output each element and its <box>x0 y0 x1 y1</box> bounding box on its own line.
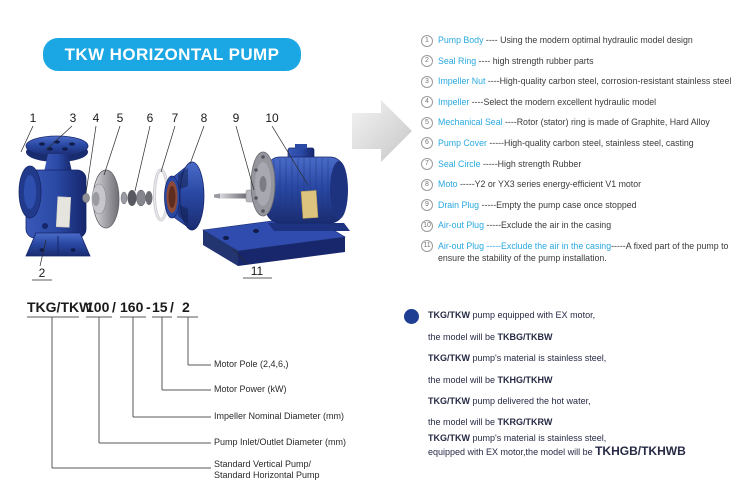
part-description: ----High-quality carbon steel, corrosion-resistant stainless steel <box>485 76 732 87</box>
model-code-separator: / <box>170 299 174 315</box>
part-description: -----Empty the pump case once stopped <box>479 199 637 210</box>
note-line: TKG/TKW pump delivered the hot water, <box>428 396 591 406</box>
part-number-3: 3 <box>69 111 77 125</box>
part-description: -----Exclude the air in the casing <box>483 220 612 231</box>
part-description: -----High-quality carbon steel, stainless steel, casting <box>486 137 694 148</box>
part-number-9: 9 <box>232 111 240 125</box>
part-name: Moto <box>438 179 458 190</box>
note-line: TKG/TKW pump equipped with EX motor, <box>428 310 596 320</box>
parts-list-item: 11 Air-out Plug -----Exclude the air in the casing-----A fixed part of the pump to ensure the stability of the pump installation. <box>421 240 755 264</box>
part-description: -----High strength Rubber <box>480 158 582 169</box>
model-label-impeller-diameter: Impeller Nominal Diameter (mm) <box>214 411 345 421</box>
part-name: Impeller <box>438 96 470 107</box>
circled-number: 3 <box>421 76 433 88</box>
part-name: Mechanical Seal <box>438 117 503 128</box>
circled-number: 8 <box>421 179 433 191</box>
circled-number: 9 <box>421 199 433 211</box>
part-description: ---- Using the modern optimal hydraulic model design <box>483 35 693 45</box>
part-name: Seal Ring <box>438 55 477 66</box>
circled-number: 1 <box>421 35 433 47</box>
model-code-impeller: 160 <box>120 299 144 315</box>
part-number-10: 10 <box>265 111 279 125</box>
part-description: ----Rotor (stator) ring is made of Graphite, Hard Alloy <box>502 117 710 128</box>
note-line: the model will be TKBG/TKBW <box>428 332 553 342</box>
model-label-inlet-outlet: Pump Inlet/Outlet Diameter (mm) <box>214 437 347 447</box>
note-line: the model will be TKHG/TKHW <box>428 375 553 385</box>
part-description: ----Select the modern excellent hydraulic model <box>469 96 657 107</box>
part-name: Pump Body <box>438 35 484 45</box>
part-number-2: 2 <box>38 266 46 280</box>
part-number-11: 11 <box>250 264 264 278</box>
part-name: Drain Plug <box>438 199 480 210</box>
circled-number: 5 <box>421 117 433 129</box>
part-description: ---- high strength rubber parts <box>476 55 594 66</box>
circled-number: 6 <box>421 137 433 149</box>
model-code-pole: 2 <box>182 299 190 315</box>
model-label-standard-1: Standard Vertical Pump/ <box>214 459 312 469</box>
circled-number: 10 <box>421 220 433 232</box>
model-code-separator: - <box>146 299 151 315</box>
circled-number: 2 <box>421 55 433 67</box>
part-number-1: 1 <box>29 111 37 125</box>
note-line: the model will be TKRG/TKRW <box>428 417 553 427</box>
note-line: TKG/TKW pump's material is stainless steel, <box>428 353 607 363</box>
part-name: Air-out Plug <box>438 220 484 231</box>
part-number-5: 5 <box>116 111 124 125</box>
circled-number: 4 <box>421 96 433 108</box>
model-code-power: 15 <box>152 299 168 315</box>
part-name: Impeller Nut <box>438 76 486 87</box>
circled-number: 11 <box>421 240 433 252</box>
model-label-standard-2: Standard Horizontal Pump <box>214 470 320 480</box>
page-title: TKW HORIZONTAL PUMP <box>64 44 280 64</box>
model-label-motor-power: Motor Power (kW) <box>214 384 287 394</box>
part-name: Air-out Plug <box>438 240 484 251</box>
circled-number: 7 <box>421 158 433 170</box>
model-code-separator: / <box>112 299 116 315</box>
part-number-4: 4 <box>92 111 100 125</box>
part-description: -----A fixed part of the pump to ensure the stability of the pump installation. <box>438 240 729 263</box>
part-number-8: 8 <box>200 111 208 125</box>
part-number-7: 7 <box>171 111 179 125</box>
model-label-motor-pole: Motor Pole (2,4,6,) <box>214 359 289 369</box>
part-name: Seal Circle <box>438 158 481 169</box>
part-description: -----Y2 or YX3 series energy-efficient V1 motor <box>457 179 642 190</box>
note-line: equipped with EX motor,the model will be TKHGB/TKHWB <box>428 444 686 458</box>
note-line: TKG/TKW pump's material is stainless steel, <box>428 433 607 443</box>
part-name: Pump Cover <box>438 137 487 148</box>
part-number-6: 6 <box>146 111 154 125</box>
model-code-inlet: 100 <box>86 299 110 315</box>
model-code-series: TKG/TKW <box>27 299 93 315</box>
